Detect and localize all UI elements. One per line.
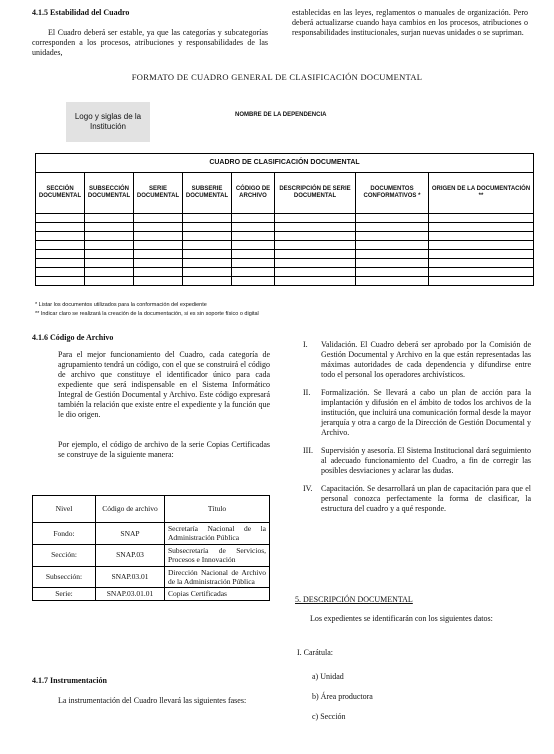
table-row <box>33 523 270 545</box>
list-item: c) Sección <box>312 712 346 721</box>
cell-code: SNAP <box>96 523 165 545</box>
phase-text: Validación. El Cuadro deberá ser aprobado por la Comisión de Gestión Documental y Archivo en la que están representadas las máximas autoridades de cada dependencia y difundirse entre todo el personal los operadores archivísticos. <box>321 340 531 379</box>
list-item: a) Unidad <box>312 672 344 681</box>
list-item: b) Área productora <box>312 692 373 701</box>
paragraph-4-1-5-right: establecidas en las leyes, reglamentos o manuales de organización. Pero deberá actualizarse cuando haya cambios en los procesos, atribuciones o responsabilidades institucionales, surjan nuevas unidades o se supriman. <box>292 8 528 37</box>
list-item <box>303 388 531 438</box>
footnote-1: * Listar los documentos utilizados para la conformación del expediente <box>35 302 207 308</box>
table-row <box>33 544 270 566</box>
table-row <box>36 232 534 241</box>
column-header: Código de archivo <box>96 496 165 523</box>
cell-level: Fondo: <box>33 523 96 545</box>
table-row <box>33 566 270 588</box>
cell-level: Sección: <box>33 544 96 566</box>
table-row <box>33 588 270 600</box>
table-row <box>36 223 534 232</box>
archive-code-table <box>32 495 270 601</box>
classification-table-title: CUADRO DE CLASIFICACIÓN DOCUMENTAL <box>36 154 534 173</box>
phase-number: II. <box>303 388 311 397</box>
column-header: Nivel <box>33 496 96 523</box>
list-item <box>303 484 531 514</box>
table-row <box>36 241 534 250</box>
classification-table <box>35 153 534 286</box>
column-header: DESCRIPCIÓN DE SERIE DOCUMENTAL <box>275 173 356 214</box>
cell-level: Subsección: <box>33 566 96 588</box>
cell-code: SNAP.03.01 <box>96 566 165 588</box>
phase-text: Capacitación. Se desarrollará un plan de capacitación para que el personal conozca perfectamente la forma de clasificar, la estructura del cuadro y a qué responde. <box>321 484 531 513</box>
paragraph-4-1-6-b: Por ejemplo, el código de archivo de la serie Copias Certificadas se construye de la siguiente manera: <box>58 440 270 459</box>
cell-title: Subsecretaría de Servicios, Procesos e Innovación <box>165 544 270 566</box>
cell-title: Copias Certificadas <box>165 588 270 600</box>
section-heading-4-1-5: 4.1.5 Estabilidad del Cuadro <box>32 8 130 17</box>
column-header: ORIGEN DE LA DOCUMENTACIÓN ** <box>429 173 534 214</box>
column-header: CÓDIGO DE ARCHIVO <box>232 173 275 214</box>
column-header: Título <box>165 496 270 523</box>
table-row <box>36 268 534 277</box>
cell-title: Secretaría Nacional de la Administración Pública <box>165 523 270 545</box>
table-row <box>36 214 534 223</box>
table-row <box>36 277 534 286</box>
section-heading-4-1-7: 4.1.7 Instrumentación <box>32 676 107 685</box>
paragraph-4-1-7: La instrumentación del Cuadro llevará las siguientes fases: <box>58 696 247 705</box>
cell-level: Serie: <box>33 588 96 600</box>
cell-code: SNAP.03 <box>96 544 165 566</box>
section-heading-5: 5. DESCRIPCIÓN DOCUMENTAL <box>295 595 413 604</box>
list-item <box>303 340 531 380</box>
logo-placeholder: Logo y siglas de la Institución <box>66 102 150 142</box>
footnote-2: ** Indicar claro se realizará la creación de la documentación, si es sin soporte físico o digital <box>35 311 259 317</box>
column-header: SECCIÓN DOCUMENTAL <box>36 173 85 214</box>
phase-text: Supervisión y asesoría. El Sistema Institucional dará seguimiento al adecuado funcionamiento del Cuadro, a fin de corregir las posibles desviaciones y aclarar las dudas. <box>321 446 531 475</box>
paragraph-4-1-6-a: Para el mejor funcionamiento del Cuadro, cada categoría de agrupamiento tendrá un código, con el que se construirá el código de archivo que constituye el identificador único para cada expediente que será indispensable en el Sistema Informático Integral de Gestión Documental y Archivo. Este código expresará también la relación que existe entre el expediente y la función que le dio origen. <box>58 350 270 419</box>
section-heading-4-1-6: 4.1.6 Código de Archivo <box>32 333 114 342</box>
column-header: SERIE DOCUMENTAL <box>134 173 183 214</box>
paragraph-5: Los expedientes se identificarán con los siguientes datos: <box>310 614 493 623</box>
phase-text: Formalización. Se llevará a cabo un plan de acción para la implantación y difusión en el ámbito de todos los archivos de la institución, que incluirá una comunicación formal desde la mayor jerarquía y otra a cargo de la Dirección de Gestión Documental y Archivo. <box>321 388 531 437</box>
table-row <box>36 250 534 259</box>
phase-list <box>303 340 531 514</box>
list-heading-caratula: I. Carátula: <box>297 648 333 657</box>
dependency-label: NOMBRE DE LA DEPENDENCIA <box>235 112 327 118</box>
phase-number: III. <box>303 446 313 455</box>
phase-number: I. <box>303 340 308 349</box>
cell-title: Dirección Nacional de Archivo de la Administración Pública <box>165 566 270 588</box>
column-header: SUBSECCIÓN DOCUMENTAL <box>85 173 134 214</box>
cell-code: SNAP.03.01.01 <box>96 588 165 600</box>
format-title: FORMATO DE CUADRO GENERAL DE CLASIFICACIÓN DOCUMENTAL <box>131 72 423 82</box>
phase-number: IV. <box>303 484 313 493</box>
table-row <box>36 259 534 268</box>
column-header: DOCUMENTOS CONFORMATIVOS * <box>356 173 429 214</box>
column-header: SUBSERIE DOCUMENTAL <box>183 173 232 214</box>
paragraph-4-1-5-left: El Cuadro deberá ser estable, ya que las categorías y subcategorías corresponden a los procesos, atribuciones y responsabilidades de las unidades, <box>32 28 268 57</box>
list-item <box>303 446 531 476</box>
